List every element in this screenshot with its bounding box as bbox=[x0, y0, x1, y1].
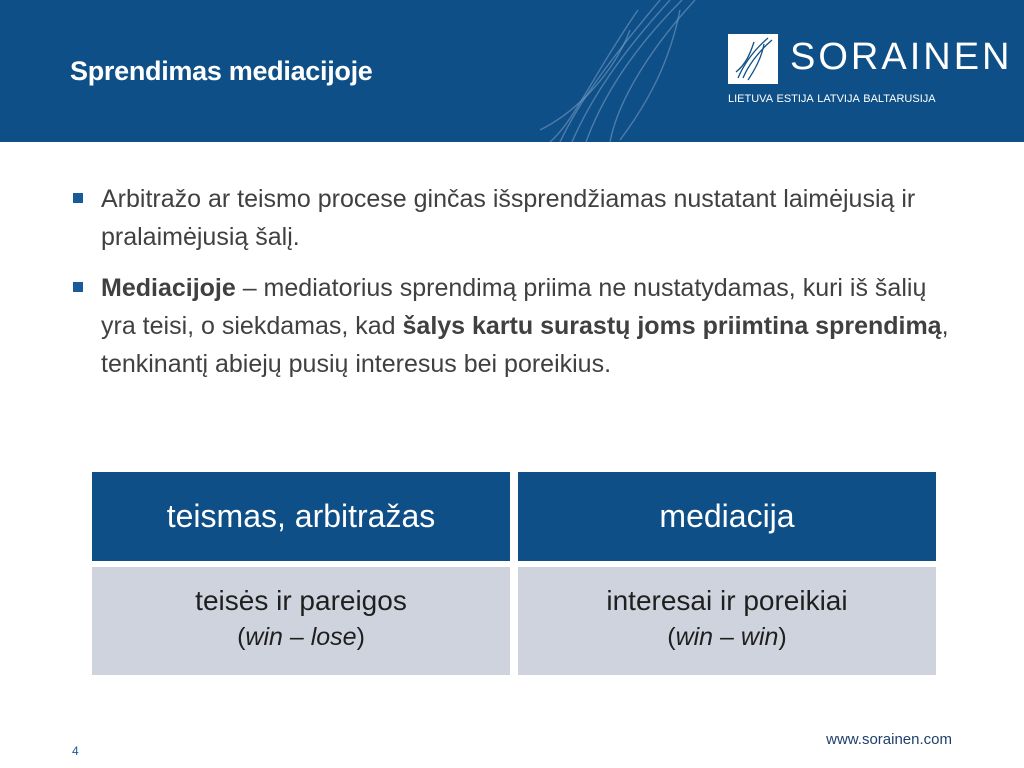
cell-main-text: interesai ir poreikiai bbox=[606, 585, 848, 616]
square-bullet-icon bbox=[73, 193, 83, 203]
table-header-row bbox=[92, 472, 936, 561]
bullet-item bbox=[72, 180, 952, 256]
cell-outcome: (win – lose) bbox=[237, 623, 365, 651]
website-link[interactable]: www.sorainen.com bbox=[826, 731, 952, 748]
bullet-text: Arbitražo ar teismo procese ginčas išsprendžiamas nustatant laimėjusią ir pralaimėjusią šalį. bbox=[101, 185, 916, 251]
logo-country-list: LIETUVA ESTIJA LATVIJA BALTARUSIJA bbox=[728, 93, 936, 105]
sorainen-logo-text: SORAINEN bbox=[790, 36, 1013, 78]
square-bullet-icon bbox=[73, 282, 83, 292]
outcome-text: win – lose bbox=[245, 623, 357, 651]
bold-term: Mediacijoje bbox=[101, 274, 236, 302]
slide-title: Sprendimas mediacijoje bbox=[70, 56, 373, 86]
outcome-text: win – win bbox=[675, 623, 779, 651]
header-mediation: mediacija bbox=[518, 472, 936, 561]
page-number: 4 bbox=[72, 744, 79, 758]
cell-mediation bbox=[518, 567, 936, 675]
cell-court-arbitration bbox=[92, 567, 510, 675]
comparison-table bbox=[84, 466, 944, 681]
bullet-text: Mediacijoje – mediatorius sprendimą priima ne nustatydamas, kuri iš šalių yra teisi, o siekdamas, kad šalys kartu surastų joms priimtina sprendimą, tenkinantį abiejų pusių interesus bei poreikius. bbox=[101, 274, 949, 378]
bold-phrase: šalys kartu surastų joms priimtina sprendimą bbox=[402, 312, 942, 340]
decorative-swirl-graphic bbox=[520, 0, 740, 142]
slide-header bbox=[0, 0, 1024, 142]
bullet-list bbox=[72, 180, 952, 396]
cell-outcome: (win – win) bbox=[667, 623, 787, 651]
bullet-item bbox=[72, 269, 952, 383]
table-row bbox=[92, 567, 936, 675]
header-court-arbitration: teismas, arbitražas bbox=[92, 472, 510, 561]
cell-main-text: teisės ir pareigos bbox=[195, 585, 407, 616]
sorainen-logo-mark bbox=[728, 34, 778, 84]
